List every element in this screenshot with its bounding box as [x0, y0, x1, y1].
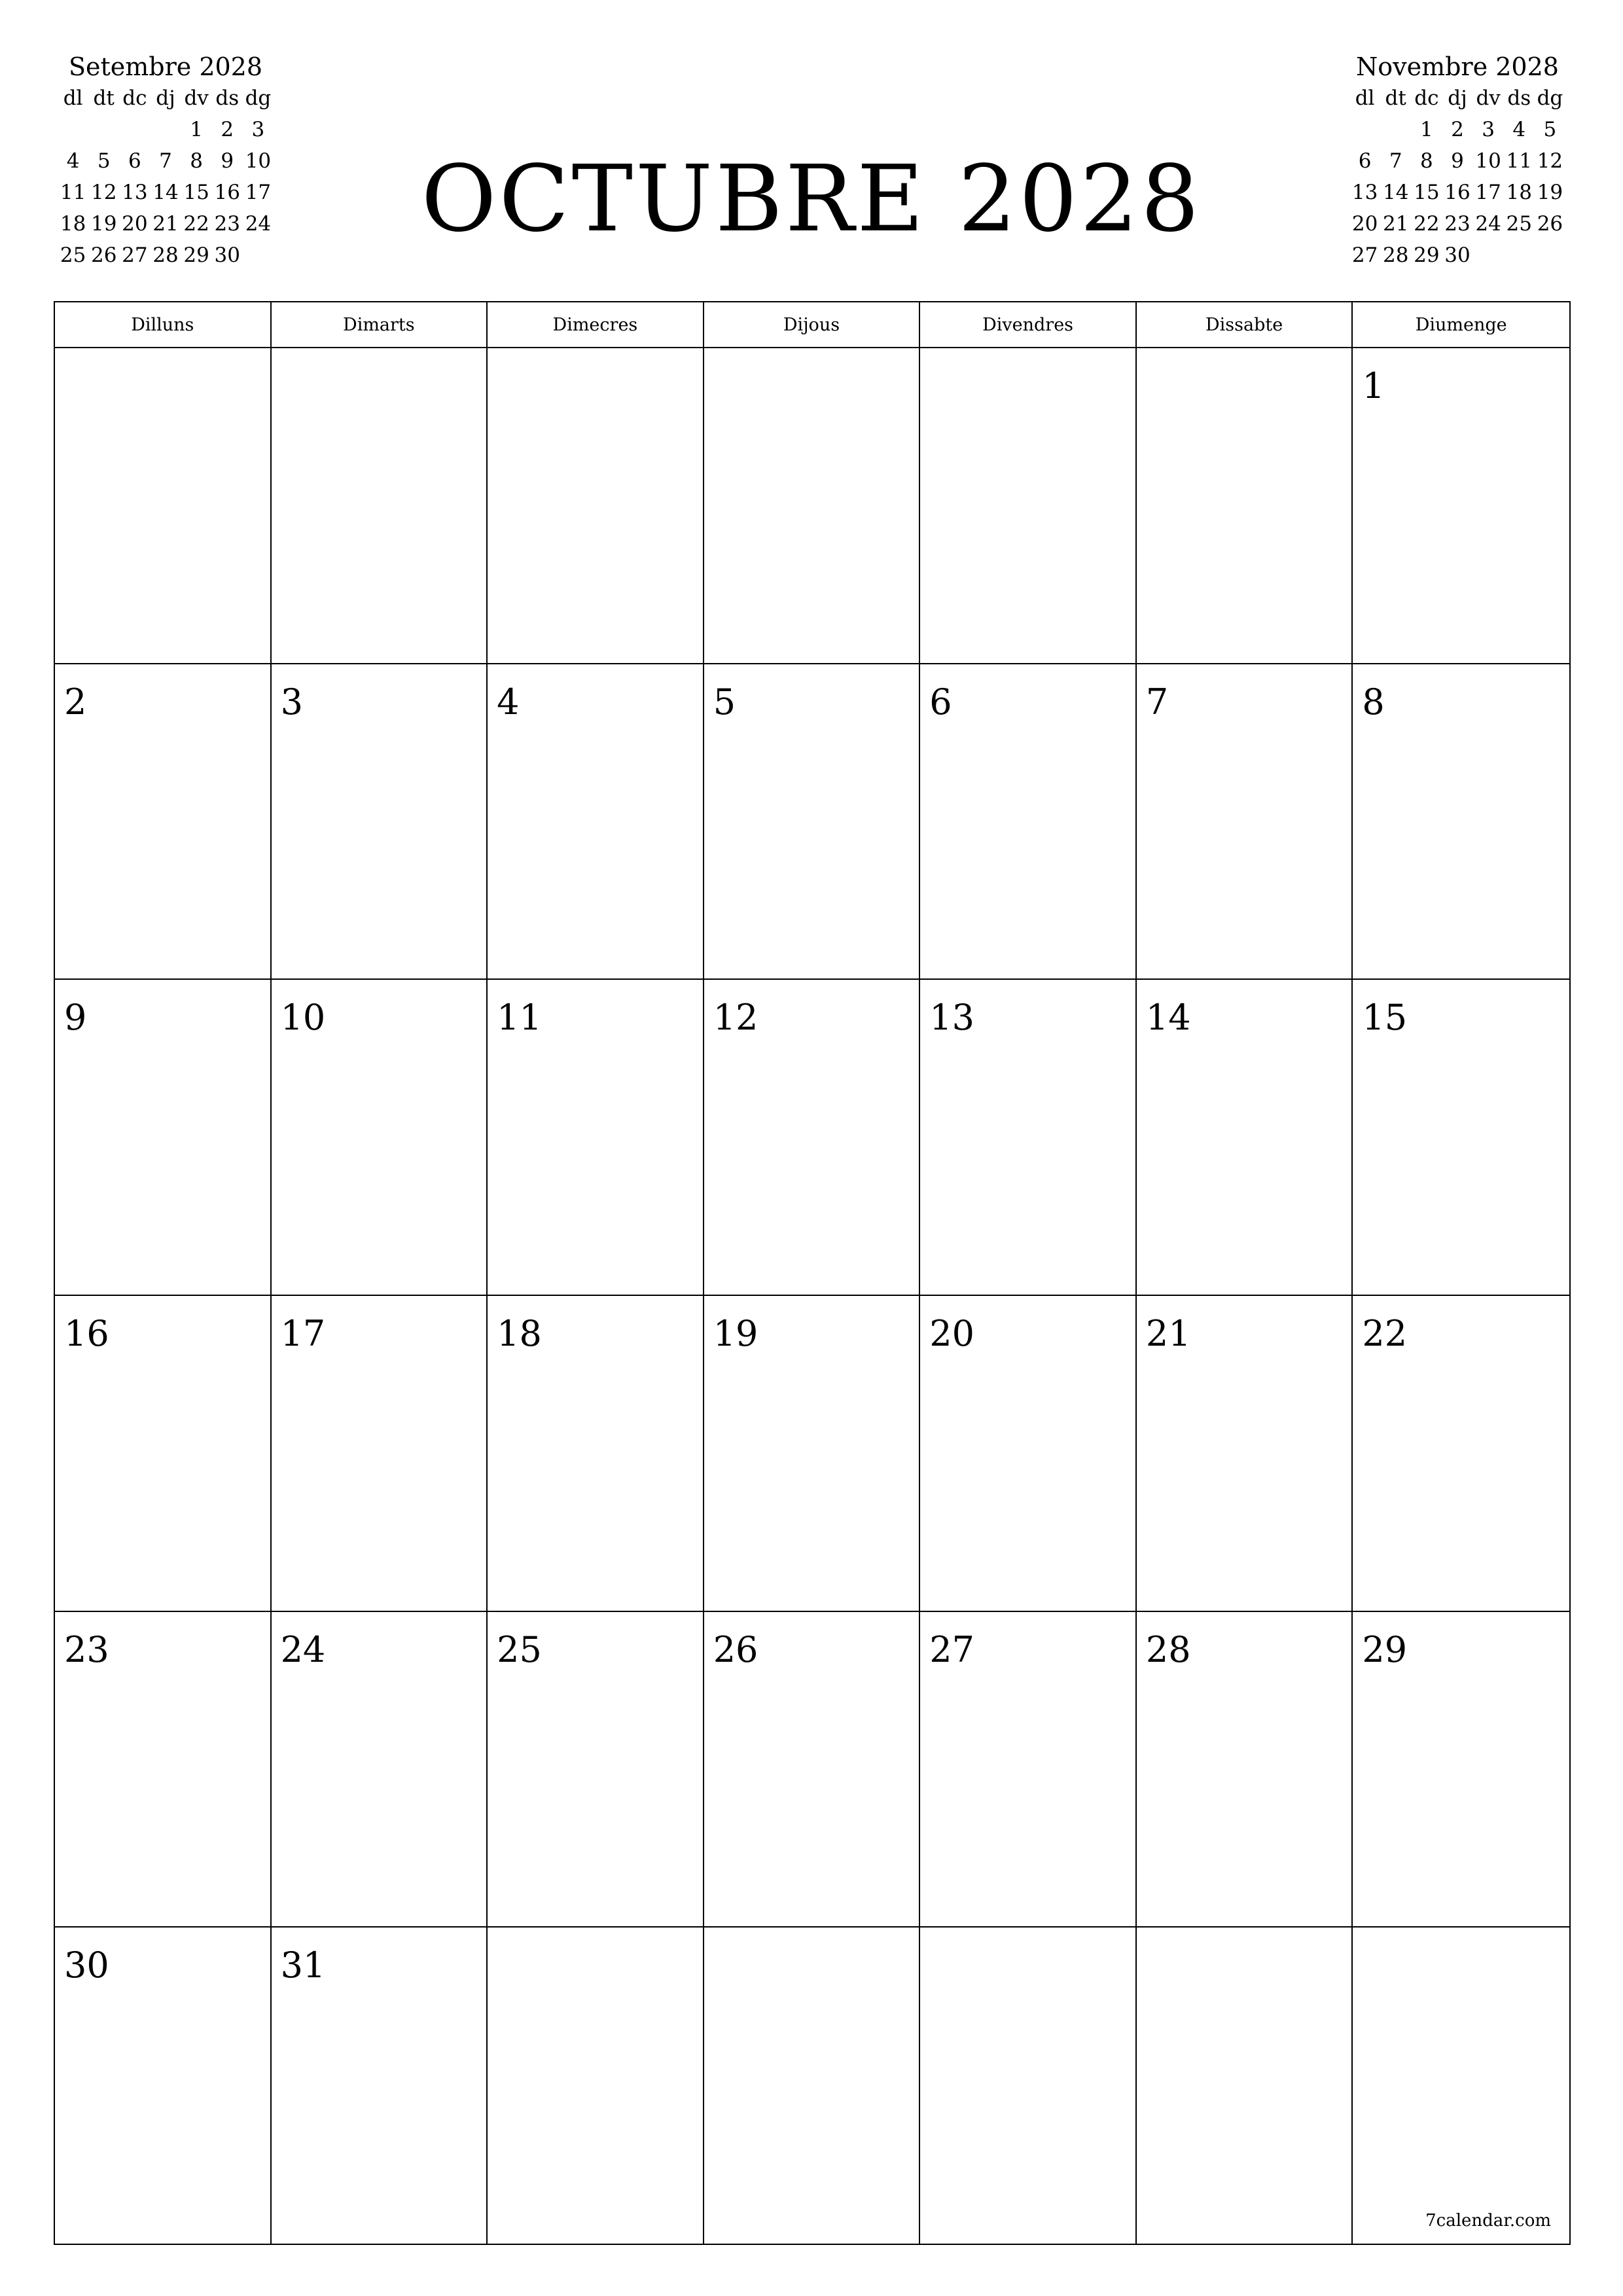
mini-weekday-label: dt: [1385, 86, 1406, 110]
day-cell[interactable]: [920, 664, 1137, 980]
weekday-header: Dimarts: [272, 302, 488, 348]
day-number: 5: [713, 681, 736, 723]
day-number: 10: [280, 997, 326, 1039]
mini-day: 7: [159, 149, 172, 173]
mini-day: 6: [128, 149, 141, 173]
mini-weekday-label: dv: [1476, 86, 1501, 110]
mini-day: 24: [245, 212, 272, 236]
mini-day: 16: [1444, 181, 1471, 204]
day-cell[interactable]: [920, 1928, 1137, 2244]
day-cell[interactable]: [55, 1612, 272, 1928]
mini-day: 10: [245, 149, 272, 173]
mini-day: 12: [90, 181, 117, 204]
day-cell[interactable]: [1137, 980, 1353, 1296]
mini-day: 21: [152, 212, 179, 236]
day-cell[interactable]: [1353, 1928, 1569, 2244]
day-cell[interactable]: [55, 1296, 272, 1612]
day-cell[interactable]: [272, 664, 488, 980]
mini-day: 12: [1537, 149, 1563, 173]
day-number: 16: [64, 1312, 109, 1354]
mini-day: 5: [97, 149, 111, 173]
day-cell[interactable]: [1353, 348, 1569, 664]
day-cell[interactable]: [920, 1296, 1137, 1612]
day-cell[interactable]: [1137, 1612, 1353, 1928]
day-cell[interactable]: [488, 1612, 704, 1928]
day-number: 27: [929, 1628, 974, 1670]
mini-day: 1: [190, 118, 203, 141]
mini-day: 26: [1537, 212, 1563, 236]
day-cell[interactable]: [1137, 348, 1353, 664]
day-number: 18: [497, 1312, 542, 1354]
day-cell[interactable]: [704, 1928, 921, 2244]
mini-day: 17: [245, 181, 272, 204]
day-cell[interactable]: [1137, 1928, 1353, 2244]
mini-day: 3: [251, 118, 265, 141]
mini-day: 25: [60, 243, 86, 267]
mini-day: 11: [1506, 149, 1532, 173]
mini-day: [58, 114, 88, 145]
day-cell[interactable]: [55, 980, 272, 1296]
mini-day: 18: [60, 212, 86, 236]
mini-day: 21: [1382, 212, 1409, 236]
mini-day: 16: [214, 181, 240, 204]
weekday-header: Diumenge: [1353, 302, 1569, 348]
day-number: 7: [1145, 681, 1169, 723]
day-cell[interactable]: [920, 980, 1137, 1296]
mini-day: 11: [60, 181, 86, 204]
footer-site-credit: 7calendar.com: [1425, 2211, 1551, 2231]
page-title: OCTUBRE 2028: [421, 146, 1202, 253]
day-cell[interactable]: [488, 664, 704, 980]
day-cell[interactable]: [704, 1612, 921, 1928]
mini-day: 3: [1482, 118, 1495, 141]
day-number: 2: [64, 681, 87, 723]
mini-day: 5: [1543, 118, 1557, 141]
day-number: 4: [497, 681, 520, 723]
day-cell[interactable]: [488, 1928, 704, 2244]
mini-weekday-label: dc: [1414, 86, 1439, 110]
mini-day: 2: [1451, 118, 1464, 141]
mini-day: 29: [183, 243, 209, 267]
mini-day: 1: [1419, 118, 1433, 141]
mini-calendar-title: Novembre 2028: [1356, 52, 1559, 81]
mini-day: [1349, 114, 1380, 145]
mini-weekday-label: dv: [184, 86, 209, 110]
weekday-header: Dissabte: [1137, 302, 1353, 348]
mini-day: 2: [221, 118, 234, 141]
mini-day: [88, 114, 119, 145]
mini-day: 26: [90, 243, 117, 267]
day-cell[interactable]: [488, 980, 704, 1296]
day-cell[interactable]: [704, 980, 921, 1296]
mini-day: 19: [90, 212, 117, 236]
mini-day: 17: [1475, 181, 1501, 204]
day-number: 6: [929, 681, 952, 723]
day-cell[interactable]: [704, 664, 921, 980]
weekday-header: Divendres: [920, 302, 1137, 348]
weekday-header: Dilluns: [55, 302, 272, 348]
day-cell[interactable]: [1137, 664, 1353, 980]
day-number: 21: [1145, 1312, 1191, 1354]
day-number: 23: [64, 1628, 109, 1670]
mini-weekday-label: dc: [122, 86, 147, 110]
day-cell[interactable]: [272, 1296, 488, 1612]
day-number: 11: [497, 997, 542, 1039]
day-number: 8: [1362, 681, 1385, 723]
day-number: 24: [280, 1628, 326, 1670]
mini-calendar-grid: [1349, 82, 1565, 271]
mini-day: 22: [1414, 212, 1440, 236]
mini-day: 13: [122, 181, 148, 204]
mini-day: 23: [214, 212, 240, 236]
mini-day: 7: [1389, 149, 1402, 173]
day-number: 3: [280, 681, 303, 723]
mini-calendar-title: Setembre 2028: [68, 52, 263, 81]
mini-day: 18: [1506, 181, 1532, 204]
mini-day: 28: [1382, 243, 1409, 267]
day-number: 30: [64, 1945, 109, 1986]
mini-weekday-label: ds: [215, 86, 240, 110]
day-number: 1: [1362, 365, 1385, 406]
day-number: 17: [280, 1312, 326, 1354]
mini-day: 20: [1351, 212, 1378, 236]
mini-weekday-label: dt: [93, 86, 115, 110]
mini-day: 28: [152, 243, 179, 267]
day-cell[interactable]: [272, 980, 488, 1296]
mini-day: 15: [1414, 181, 1440, 204]
mini-day: 10: [1475, 149, 1501, 173]
day-number: 29: [1362, 1628, 1408, 1670]
mini-day: [1380, 114, 1411, 145]
day-number: 14: [1145, 997, 1191, 1039]
mini-day: 19: [1537, 181, 1563, 204]
day-number: 26: [713, 1628, 758, 1670]
mini-day: 30: [1444, 243, 1471, 267]
day-cell[interactable]: [1353, 980, 1569, 1296]
day-number: 31: [280, 1945, 326, 1986]
day-cell[interactable]: [704, 348, 921, 664]
mini-day: [119, 114, 150, 145]
day-cell[interactable]: [488, 1296, 704, 1612]
mini-day: 24: [1475, 212, 1501, 236]
day-number: 15: [1362, 997, 1408, 1039]
mini-day: 27: [122, 243, 148, 267]
day-cell[interactable]: [272, 1612, 488, 1928]
day-number: 28: [1145, 1628, 1191, 1670]
mini-day: 6: [1358, 149, 1372, 173]
day-cell[interactable]: [1353, 1296, 1569, 1612]
mini-weekday-label: ds: [1507, 86, 1531, 110]
weekday-header: Dimecres: [488, 302, 704, 348]
mini-day: 23: [1444, 212, 1471, 236]
mini-day: 9: [221, 149, 234, 173]
day-number: 22: [1362, 1312, 1408, 1354]
mini-day: 4: [66, 149, 80, 173]
mini-day: 13: [1351, 181, 1378, 204]
mini-weekday-label: dg: [1537, 86, 1563, 110]
day-cell[interactable]: [1353, 1612, 1569, 1928]
day-cell[interactable]: [272, 348, 488, 664]
day-number: 20: [929, 1312, 974, 1354]
day-number: 9: [64, 997, 87, 1039]
day-cell[interactable]: [488, 348, 704, 664]
mini-day: 4: [1512, 118, 1526, 141]
mini-day: 29: [1414, 243, 1440, 267]
mini-day: 8: [190, 149, 203, 173]
day-cell[interactable]: [272, 1928, 488, 2244]
mini-day: 15: [183, 181, 209, 204]
month-calendar-grid: [54, 301, 1571, 2245]
day-number: 12: [713, 997, 758, 1039]
mini-weekday-label: dl: [1355, 86, 1375, 110]
day-number: 25: [497, 1628, 542, 1670]
mini-day: 9: [1451, 149, 1464, 173]
day-cell[interactable]: [920, 348, 1137, 664]
mini-day: 22: [183, 212, 209, 236]
mini-day: 30: [214, 243, 240, 267]
mini-calendar-next-month: [1349, 51, 1565, 271]
weekday-header: Dijous: [704, 302, 921, 348]
mini-day: 8: [1419, 149, 1433, 173]
mini-weekday-label: dl: [63, 86, 83, 110]
day-cell[interactable]: [55, 1928, 272, 2244]
mini-day: 27: [1351, 243, 1378, 267]
day-cell[interactable]: [704, 1296, 921, 1612]
day-number: 19: [713, 1312, 758, 1354]
mini-weekday-label: dj: [156, 86, 175, 110]
mini-day: 20: [122, 212, 148, 236]
day-cell[interactable]: [920, 1612, 1137, 1928]
mini-day: 25: [1506, 212, 1532, 236]
day-number: 13: [929, 997, 974, 1039]
day-cell[interactable]: [1137, 1296, 1353, 1612]
mini-weekday-label: dg: [245, 86, 272, 110]
day-cell[interactable]: [55, 664, 272, 980]
mini-day: 14: [152, 181, 179, 204]
mini-day: 14: [1382, 181, 1409, 204]
day-cell[interactable]: [55, 348, 272, 664]
day-cell[interactable]: [1353, 664, 1569, 980]
mini-weekday-label: dj: [1448, 86, 1467, 110]
mini-day: [150, 114, 181, 145]
